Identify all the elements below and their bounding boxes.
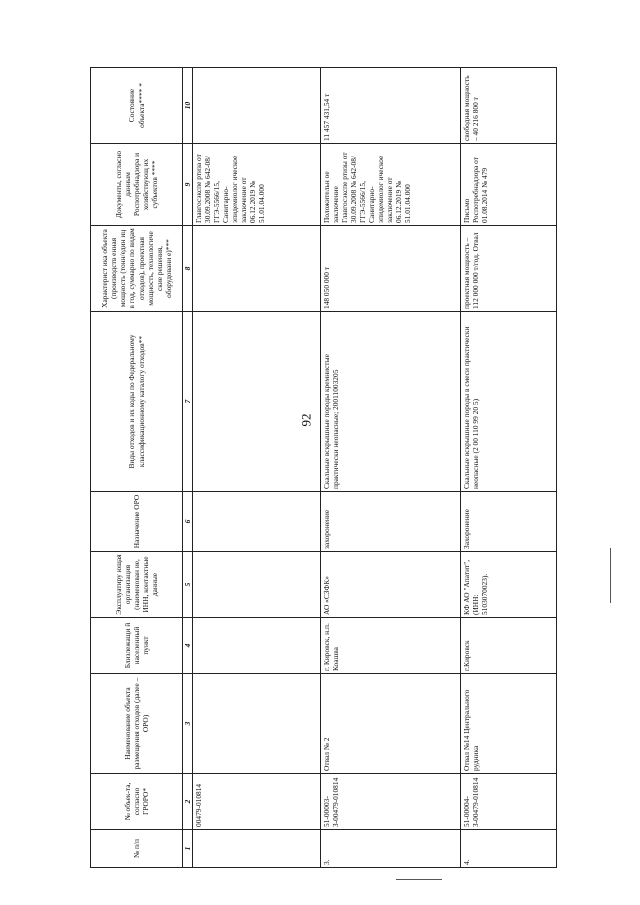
status: свободная мощность – 40 216 800 т [461, 68, 557, 144]
characteristics [193, 226, 321, 312]
header-cell: Наименование объекта размещения отходов (далее – ОРО) [91, 674, 183, 774]
table-row [461, 68, 557, 868]
settlement: г.Кировск [461, 618, 557, 674]
object-number: 51-00003-З-00479-010814 [321, 774, 461, 830]
purpose: захоронение [321, 492, 461, 552]
header-cell: Эксплуатиру ющая организация (наименован ие, ИНН, контактные данные [91, 552, 183, 618]
object-name [193, 674, 321, 774]
column-number: 1 [183, 830, 193, 868]
operator: КФ АО "Апатит", (ИНН: 5103070023). [461, 552, 557, 618]
header-cell: Назначение ОРО [91, 492, 183, 552]
column-number: 8 [183, 226, 193, 312]
column-number: 4 [183, 618, 193, 674]
operator [193, 552, 321, 618]
header-cell: № п/п [91, 830, 183, 868]
rotated-table-container [90, 68, 570, 868]
row-index: 4. [461, 830, 557, 868]
purpose: Захоронение [461, 492, 557, 552]
column-number: 9 [183, 144, 193, 226]
characteristics: проектная мощность – 112 000 000 т/год. Отвал [461, 226, 557, 312]
header-cell: Документы, согласно данным Роспотребнадзора и хозяйствующ их субъектов **** [91, 144, 183, 226]
row-index: 3. [321, 830, 461, 868]
object-number: 00479-010814 [193, 774, 321, 830]
documents: Положительн ое заключение Главгосэкспе ртизы от 30.09.2008 № 642-08/ГГЭ-5566/15, Санитарно-эпидемиолог ическое заключение от 06.12.2019 № 51.01.04.000 [321, 144, 461, 226]
page-number: 92 [298, 413, 314, 427]
table-row [193, 68, 321, 868]
object-name: Отвал № 2 [321, 674, 461, 774]
column-number: 3 [183, 674, 193, 774]
characteristics: 148 050 000 т [321, 226, 461, 312]
header-cell: Близлежащи й населенный пункт [91, 618, 183, 674]
settlement: г. Кировск, н.п. Коашва [321, 618, 461, 674]
header-cell: Состояние объекта**** * [91, 68, 183, 144]
object-number: 51-00004-З-00479-010814 [461, 774, 557, 830]
status: 11 457 431,54 т [321, 68, 461, 144]
operator: АО «СЗФК» [321, 552, 461, 618]
column-number: 10 [183, 68, 193, 144]
documents: Письмо Роспотребнадзора от 01.08.2014 № 479 [461, 144, 557, 226]
status [193, 68, 321, 144]
object-name: Отвал №14 Центрального рудника [461, 674, 557, 774]
margin-mark [610, 548, 611, 603]
settlement [193, 618, 321, 674]
footer-line [396, 879, 442, 880]
purpose [193, 492, 321, 552]
header-cell: № объек-та, согласно ГРОРО* [91, 774, 183, 830]
column-number: 7 [183, 312, 193, 492]
waste-types: Скальные вскрышные породы кремнистые практически неопасные; 20011003205 [321, 312, 461, 492]
table-row [321, 68, 461, 868]
column-number: 5 [183, 552, 193, 618]
column-number: 2 [183, 774, 193, 830]
waste-facilities-table [90, 67, 557, 868]
waste-types [193, 312, 321, 492]
waste-types: Скальные вскрышные породы в смеси практически неопасные (2 00 110 99 20 5) [461, 312, 557, 492]
row-index [193, 830, 321, 868]
documents: Главгосэкспе ртиза от 30.09.2008 № 642-08/ГГЭ-5566/15, Санитарно-эпидемиолог ическое заключение от 06.12.2019 № 51.01.04.000 [193, 144, 321, 226]
header-cell: Виды отходов и их коды по Федеральному классификационному каталогу отходов** [91, 312, 183, 492]
column-number: 6 [183, 492, 193, 552]
header-cell: Характерист ика объекта (производств енная мощность (тонн/един иц в год, суммарно по видам отходов), проектная мощность, технологиче ские решения, оборудовани е)*** [91, 226, 183, 312]
